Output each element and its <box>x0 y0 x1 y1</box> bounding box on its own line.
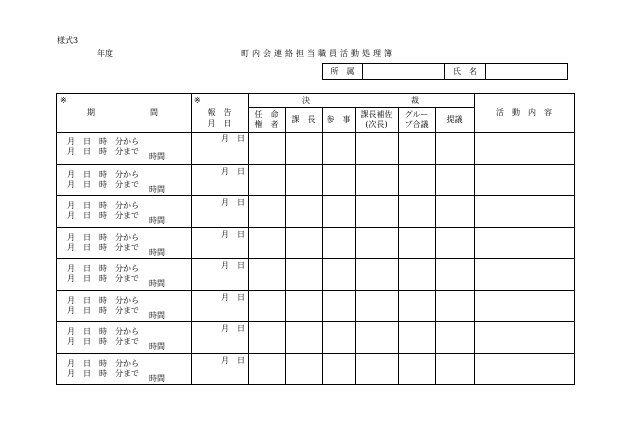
proposal-cell[interactable] <box>435 165 474 197</box>
appointer-approval-cell[interactable] <box>248 165 285 197</box>
councilor-header: 参 事 <box>326 115 351 124</box>
section-chief-approval-cell[interactable] <box>285 132 322 164</box>
affiliation-box <box>322 63 568 80</box>
section-chief-approval-cell[interactable] <box>285 354 322 386</box>
deputy-approval-cell[interactable] <box>355 291 398 323</box>
group-consult-cell[interactable] <box>398 354 435 386</box>
report-date-label: 月 日 <box>221 166 245 176</box>
name-field[interactable] <box>490 67 566 78</box>
councilor-approval-cell[interactable] <box>322 196 355 228</box>
activity-content-header: 活 動 内 容 <box>496 108 552 117</box>
proposal-cell[interactable] <box>435 228 474 260</box>
proposal-cell[interactable] <box>435 322 474 354</box>
activity-content-cell[interactable] <box>474 322 574 354</box>
report-date-label: 月 日 <box>221 324 245 333</box>
group-consult-cell[interactable] <box>398 165 435 197</box>
deputy-approval-cell[interactable] <box>355 132 398 164</box>
decision-header-left: 決 <box>302 96 310 105</box>
hours-label: 時間 <box>149 373 165 383</box>
report-date-label: 月 日 <box>221 292 245 302</box>
group-consult-cell[interactable] <box>398 259 435 291</box>
group-consult-cell[interactable] <box>398 291 435 323</box>
deputy-approval-cell[interactable] <box>355 165 398 197</box>
period-to-line: 月 日 時 分まで <box>67 305 139 315</box>
activity-content-cell[interactable] <box>474 132 574 164</box>
table-row <box>57 321 574 354</box>
period-to-line: 月 日 時 分まで <box>67 368 139 378</box>
hours-label: 時間 <box>149 279 165 288</box>
group-consult-header-line2: プ合議 <box>404 120 429 129</box>
report-note-mark: ※ <box>194 96 201 105</box>
proposal-cell[interactable] <box>435 291 474 323</box>
activity-content-cell[interactable] <box>474 259 574 291</box>
period-from-line: 月 日 時 分から <box>67 232 139 242</box>
deputy-header-line2: (次長) <box>365 120 388 129</box>
group-consult-cell[interactable] <box>398 322 435 354</box>
table-row <box>57 290 574 323</box>
appointer-header-line1: 任 命 <box>254 110 279 119</box>
period-from-line: 月 日 時 分から <box>67 264 139 273</box>
report-date-label: 月 日 <box>221 198 245 207</box>
proposal-cell[interactable] <box>435 354 474 386</box>
deputy-approval-cell[interactable] <box>355 354 398 386</box>
department-label: 所 属 <box>330 67 355 76</box>
councilor-approval-cell[interactable] <box>322 291 355 323</box>
period-to-line: 月 日 時 分まで <box>67 274 139 283</box>
period-from-line: 月 日 時 分から <box>67 327 139 336</box>
period-header-left: 期 <box>87 108 95 117</box>
hours-label: 時間 <box>149 152 165 161</box>
deputy-header-line1: 課長補佐 <box>360 110 393 119</box>
form-number: 様式3 <box>57 36 79 45</box>
table-body <box>57 132 574 384</box>
appointer-approval-cell[interactable] <box>248 228 285 260</box>
activity-record-table <box>56 93 575 385</box>
councilor-approval-cell[interactable] <box>322 322 355 354</box>
councilor-approval-cell[interactable] <box>322 132 355 164</box>
section-chief-approval-cell[interactable] <box>285 291 322 323</box>
table-row <box>57 227 574 260</box>
section-chief-approval-cell[interactable] <box>285 165 322 197</box>
appointer-approval-cell[interactable] <box>248 259 285 291</box>
appointer-approval-cell[interactable] <box>248 132 285 164</box>
councilor-approval-cell[interactable] <box>322 228 355 260</box>
appointer-approval-cell[interactable] <box>248 322 285 354</box>
appointer-approval-cell[interactable] <box>248 291 285 323</box>
table-row <box>57 132 574 164</box>
group-consult-cell[interactable] <box>398 196 435 228</box>
period-from-line: 月 日 時 分から <box>67 201 139 210</box>
period-to-line: 月 日 時 分まで <box>67 337 139 346</box>
hours-label: 時間 <box>149 247 165 257</box>
period-from-line: 月 日 時 分から <box>67 169 139 179</box>
councilor-approval-cell[interactable] <box>322 354 355 386</box>
section-chief-header: 課 長 <box>291 115 316 124</box>
section-chief-approval-cell[interactable] <box>285 259 322 291</box>
activity-content-cell[interactable] <box>474 165 574 197</box>
hours-label: 時間 <box>149 310 165 320</box>
deputy-approval-cell[interactable] <box>355 228 398 260</box>
table-row <box>57 258 574 291</box>
period-to-line: 月 日 時 分まで <box>67 147 139 156</box>
period-header-right: 間 <box>150 108 158 117</box>
report-date-label: 月 日 <box>221 355 245 365</box>
proposal-cell[interactable] <box>435 132 474 164</box>
report-date-label: 月 日 <box>221 261 245 270</box>
appointer-header-line2: 権 者 <box>254 120 279 129</box>
proposal-header: 提議 <box>446 115 463 124</box>
section-chief-approval-cell[interactable] <box>285 228 322 260</box>
period-from-line: 月 日 時 分から <box>67 137 139 146</box>
form-title: 町内会連絡担当職員活動処理簿 <box>241 49 395 58</box>
report-header-line1: 報 告 <box>207 108 232 117</box>
proposal-cell[interactable] <box>435 259 474 291</box>
councilor-approval-cell[interactable] <box>322 259 355 291</box>
report-header-line2: 月 日 <box>207 119 232 128</box>
period-to-line: 月 日 時 分まで <box>67 179 139 189</box>
group-consult-header-line1: グルー <box>404 110 429 119</box>
hours-label: 時間 <box>149 342 165 351</box>
period-from-line: 月 日 時 分から <box>67 358 139 368</box>
fiscal-year-label: 年度 <box>97 49 113 58</box>
hours-label: 時間 <box>149 184 165 194</box>
name-label: 氏 名 <box>453 67 477 76</box>
section-chief-approval-cell[interactable] <box>285 322 322 354</box>
table-row <box>57 353 574 386</box>
activity-content-cell[interactable] <box>474 291 574 323</box>
period-to-line: 月 日 時 分まで <box>67 211 139 220</box>
section-chief-approval-cell[interactable] <box>285 196 322 228</box>
activity-content-cell[interactable] <box>474 354 574 386</box>
deputy-approval-cell[interactable] <box>355 322 398 354</box>
activity-content-cell[interactable] <box>474 228 574 260</box>
appointer-approval-cell[interactable] <box>248 196 285 228</box>
decision-header-right: 裁 <box>411 96 419 105</box>
activity-content-cell[interactable] <box>474 196 574 228</box>
period-note-mark: ※ <box>60 96 67 105</box>
group-consult-cell[interactable] <box>398 228 435 260</box>
department-field[interactable] <box>367 67 443 78</box>
period-to-line: 月 日 時 分まで <box>67 242 139 252</box>
councilor-approval-cell[interactable] <box>322 165 355 197</box>
report-date-label: 月 日 <box>221 229 245 239</box>
period-from-line: 月 日 時 分から <box>67 295 139 305</box>
deputy-approval-cell[interactable] <box>355 259 398 291</box>
report-date-label: 月 日 <box>221 134 245 143</box>
hours-label: 時間 <box>149 216 165 225</box>
group-consult-cell[interactable] <box>398 132 435 164</box>
deputy-approval-cell[interactable] <box>355 196 398 228</box>
table-row <box>57 195 574 228</box>
appointer-approval-cell[interactable] <box>248 354 285 386</box>
table-row <box>57 164 574 197</box>
proposal-cell[interactable] <box>435 196 474 228</box>
